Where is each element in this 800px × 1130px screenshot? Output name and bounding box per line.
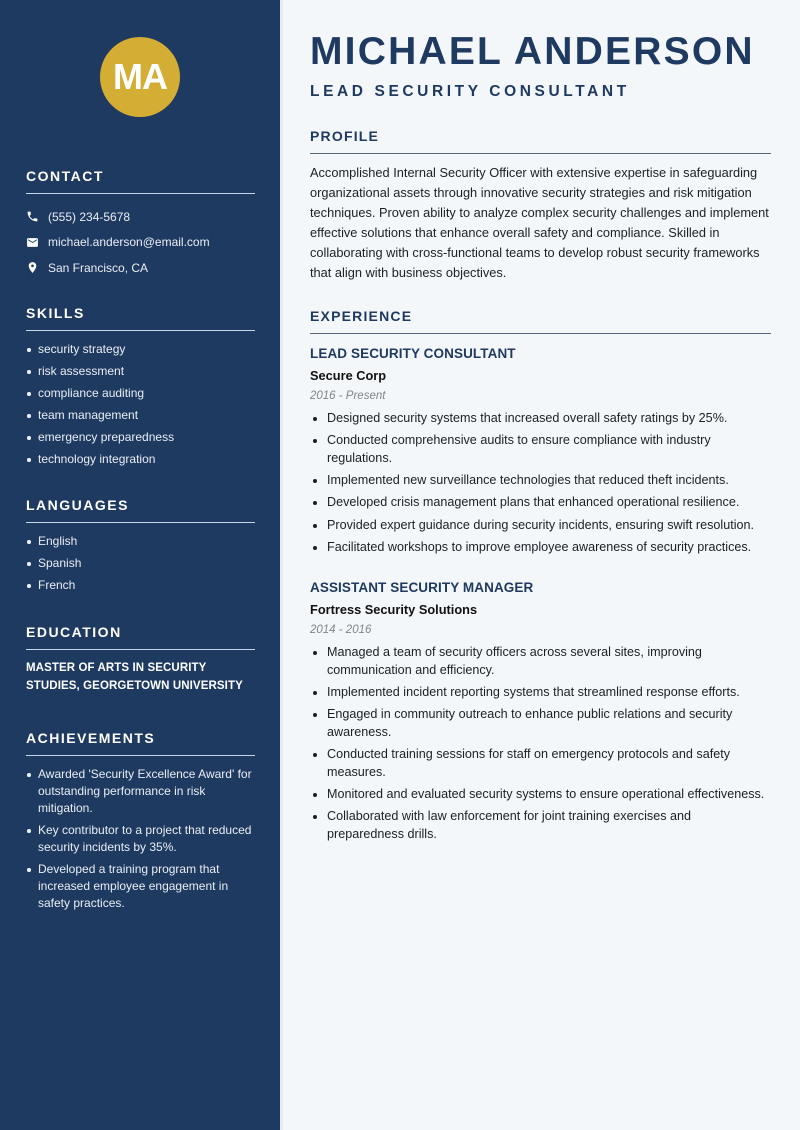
languages-heading: LANGUAGES	[26, 497, 255, 523]
job-bullet: Provided expert guidance during security incidents, ensuring swift resolution.	[310, 517, 771, 535]
skills-section	[26, 305, 255, 473]
job-company: Secure Corp	[310, 368, 387, 383]
email-address[interactable]: michael.anderson@email.com	[48, 235, 210, 250]
languages-list	[26, 533, 255, 594]
experience-section	[310, 308, 771, 334]
job-bullet: Engaged in community outreach to enhance public relations and security awareness.	[310, 706, 771, 741]
location-pin-icon	[26, 261, 39, 274]
achievements-heading: ACHIEVEMENTS	[26, 730, 255, 756]
achievements-list	[26, 766, 255, 912]
job-dates: 2014 - 2016	[310, 624, 372, 636]
contact-email	[26, 230, 255, 256]
education-heading: EDUCATION	[26, 624, 255, 650]
candidate-title: LEAD SECURITY CONSULTANT	[310, 83, 630, 100]
skill-item: team management	[26, 407, 255, 424]
phone-number[interactable]: (555) 234-5678	[48, 209, 131, 224]
achievement-item: Key contributor to a project that reduced security incidents by 35%.	[26, 822, 255, 856]
skill-item: emergency preparedness	[26, 429, 255, 446]
achievements-section	[26, 730, 255, 917]
skills-list	[26, 341, 255, 468]
job-bullet: Conducted training sessions for staff on emergency protocols and safety measures.	[310, 746, 771, 781]
location-text: San Francisco, CA	[48, 260, 149, 275]
job-bullets	[310, 644, 771, 844]
contact-list	[26, 204, 255, 281]
language-item: French	[26, 577, 255, 594]
job-bullet: Designed security systems that increased overall safety ratings by 25%.	[310, 410, 771, 428]
language-item: English	[26, 533, 255, 550]
profile-heading: PROFILE	[310, 128, 771, 154]
contact-phone	[26, 204, 255, 230]
job-bullet: Collaborated with law enforcement for joint training exercises and preparedness drills.	[310, 808, 771, 843]
job-bullet: Monitored and evaluated security systems to ensure operational effectiveness.	[310, 786, 771, 804]
job-bullet: Managed a team of security officers across several sites, improving communication and efficiency.	[310, 644, 771, 679]
job-bullet: Implemented new surveillance technologies that reduced theft incidents.	[310, 472, 771, 490]
experience-heading: EXPERIENCE	[310, 308, 771, 334]
skill-item: security strategy	[26, 341, 255, 358]
job-title: LEAD SECURITY CONSULTANT	[310, 346, 516, 361]
languages-section	[26, 497, 255, 599]
job-title: ASSISTANT SECURITY MANAGER	[310, 580, 534, 595]
job-bullet: Developed crisis management plans that enhanced operational resilience.	[310, 494, 771, 512]
contact-heading: CONTACT	[26, 168, 255, 194]
job-bullet: Facilitated workshops to improve employee awareness of security practices.	[310, 539, 771, 557]
contact-section	[26, 168, 255, 281]
contact-location	[26, 255, 255, 281]
job-bullets	[310, 410, 771, 556]
achievement-item: Developed a training program that increased employee engagement in safety practices.	[26, 861, 255, 912]
avatar-initials: MA	[100, 37, 180, 117]
job-bullet: Conducted comprehensive audits to ensure compliance with industry regulations.	[310, 432, 771, 467]
job-company: Fortress Security Solutions	[310, 602, 478, 617]
phone-icon	[26, 210, 39, 223]
email-icon	[26, 236, 39, 249]
skill-item: compliance auditing	[26, 385, 255, 402]
education-section	[26, 624, 255, 695]
job-entry-2	[310, 580, 771, 848]
skill-item: risk assessment	[26, 363, 255, 380]
language-item: Spanish	[26, 555, 255, 572]
sidebar	[0, 0, 280, 1130]
candidate-name: MICHAEL ANDERSON	[310, 30, 755, 73]
profile-section	[310, 128, 771, 283]
skill-item: technology integration	[26, 451, 255, 468]
achievement-item: Awarded 'Security Excellence Award' for outstanding performance in risk mitigation.	[26, 766, 255, 817]
sidebar-divider	[280, 0, 283, 1130]
skills-heading: SKILLS	[26, 305, 255, 331]
education-degree: MASTER OF ARTS IN SECURITY STUDIES, GEORGETOWN UNIVERSITY	[26, 662, 243, 692]
job-entry-1	[310, 346, 771, 561]
profile-summary: Accomplished Internal Security Officer with extensive expertise in safeguarding organizational assets through innovative security strategies and risk mitigation techniques. Proven ability to analyze complex security challenges and implement effective solutions that enhance overall safety and compliance. Skilled in collaborating with cross-functional teams to develop robust security frameworks that align with business objectives.	[310, 165, 769, 280]
job-dates: 2016 - Present	[310, 390, 386, 402]
job-bullet: Implemented incident reporting systems that streamlined response efforts.	[310, 684, 771, 702]
